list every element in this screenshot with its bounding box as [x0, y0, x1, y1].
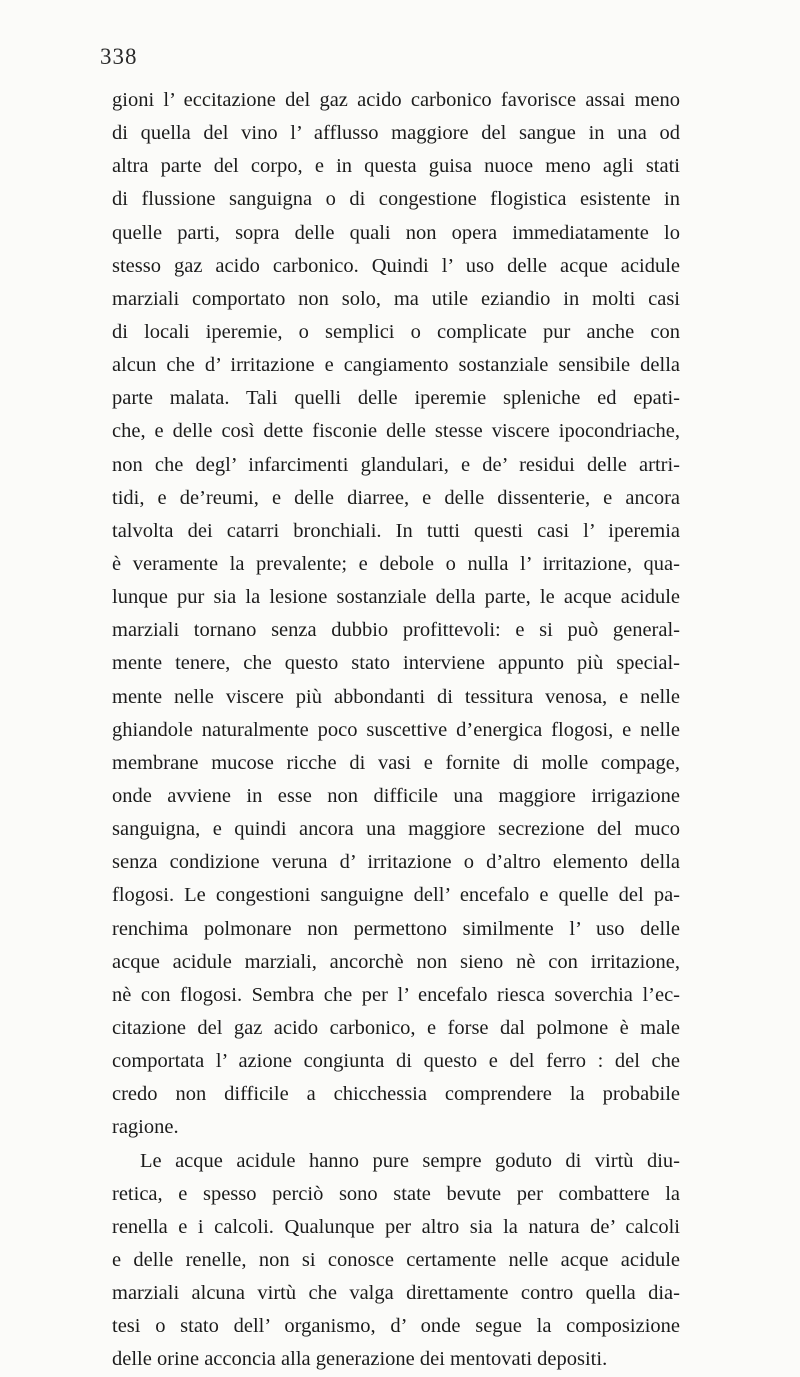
text-line: stesso gaz acido carbonico. Quindi l’ uso delle acque acidule — [112, 254, 680, 277]
text-line: di flussione sanguigna o di congestione flogistica esistente in — [112, 188, 680, 211]
text-line: renchima polmonare non permettono similmente l’ uso delle — [112, 917, 680, 940]
text-line: marziali comportato non solo, ma utile eziandio in molti casi — [112, 287, 680, 310]
text-line: flogosi. Le congestioni sanguigne dell’ encefalo e quelle del pa- — [112, 884, 680, 907]
text-line: alcun che d’ irritazione e cangiamento sostanziale sensibile della — [112, 354, 680, 377]
text-line: che, e delle così dette fisconie delle stesse viscere ipocondriache, — [112, 420, 680, 443]
text-line: tesi o stato dell’ organismo, d’ onde segue la composizione — [112, 1315, 680, 1338]
text-line: altra parte del corpo, e in questa guisa nuoce meno agli stati — [112, 155, 680, 178]
text-line: credo non difficile a chicchessia comprendere la probabile — [112, 1083, 680, 1106]
text-line: ragione. — [112, 1116, 179, 1139]
text-line: talvolta dei catarri bronchiali. In tutti questi casi l’ iperemia — [112, 519, 680, 542]
text-line: non che degl’ infarcimenti glandulari, e de’ residui delle artri- — [112, 453, 680, 476]
text-line: acque acidule marziali, ancorchè non sieno nè con irritazione, — [112, 950, 680, 973]
text-line: gioni l’ eccitazione del gaz acido carbonico favorisce assai meno — [112, 89, 680, 111]
text-line: sanguigna, e quindi ancora una maggiore secrezione del muco — [112, 818, 680, 841]
text-line: comportata l’ azione congiunta di questo e del ferro : del che — [112, 1050, 680, 1073]
text-line: è veramente la prevalente; e debole o nulla l’ irritazione, qua- — [112, 552, 680, 575]
text-line: retica, e spesso perciò sono state bevute per combattere la — [112, 1182, 680, 1205]
text-line: parte malata. Tali quelli delle iperemie spleniche ed epati- — [112, 387, 680, 410]
text-line: citazione del gaz acido carbonico, e forse dal polmone è male — [112, 1016, 680, 1039]
text-line: mente tenere, che questo stato interviene appunto più special- — [112, 652, 680, 675]
text-line: marziali alcuna virtù che valga direttamente contro quella dia- — [112, 1282, 680, 1305]
page-number: 338 — [100, 44, 138, 69]
text-line: tidi, e de’reumi, e delle diarree, e delle dissenterie, e ancora — [112, 486, 680, 509]
text-line: membrane mucose ricche di vasi e fornite di molle compage, — [112, 751, 680, 774]
text-line: e delle renelle, non si conosce certamente nelle acque acidule — [112, 1248, 680, 1271]
text-line: di locali iperemie, o semplici o complicate pur anche con — [112, 320, 680, 343]
body-text — [112, 84, 680, 1376]
text-line: quelle parti, sopra delle quali non opera immediatamente lo — [112, 221, 680, 244]
text-line: nè con flogosi. Sembra che per l’ encefalo riesca soverchia l’ec- — [112, 983, 680, 1006]
text-line: onde avviene in esse non difficile una maggiore irrigazione — [112, 784, 680, 807]
text-line: renella e i calcoli. Qualunque per altro sia la natura de’ calcoli — [112, 1215, 680, 1238]
text-line: lunque pur sia la lesione sostanziale della parte, le acque acidule — [112, 586, 680, 609]
text-line: di quella del vino l’ afflusso maggiore del sangue in una od — [112, 122, 680, 145]
text-line: senza condizione veruna d’ irritazione o d’altro elemento della — [112, 851, 680, 874]
text-line: mente nelle viscere più abbondanti di tessitura venosa, e nelle — [112, 685, 680, 708]
text-line: delle orine acconcia alla generazione dei mentovati depositi. — [112, 1348, 608, 1371]
text-line: Le acque acidule hanno pure sempre goduto di virtù diu- — [140, 1149, 680, 1172]
text-line: marziali tornano senza dubbio profittevoli: e si può general- — [112, 619, 680, 642]
text-line: ghiandole naturalmente poco suscettive d’energica flogosi, e nelle — [112, 718, 680, 741]
